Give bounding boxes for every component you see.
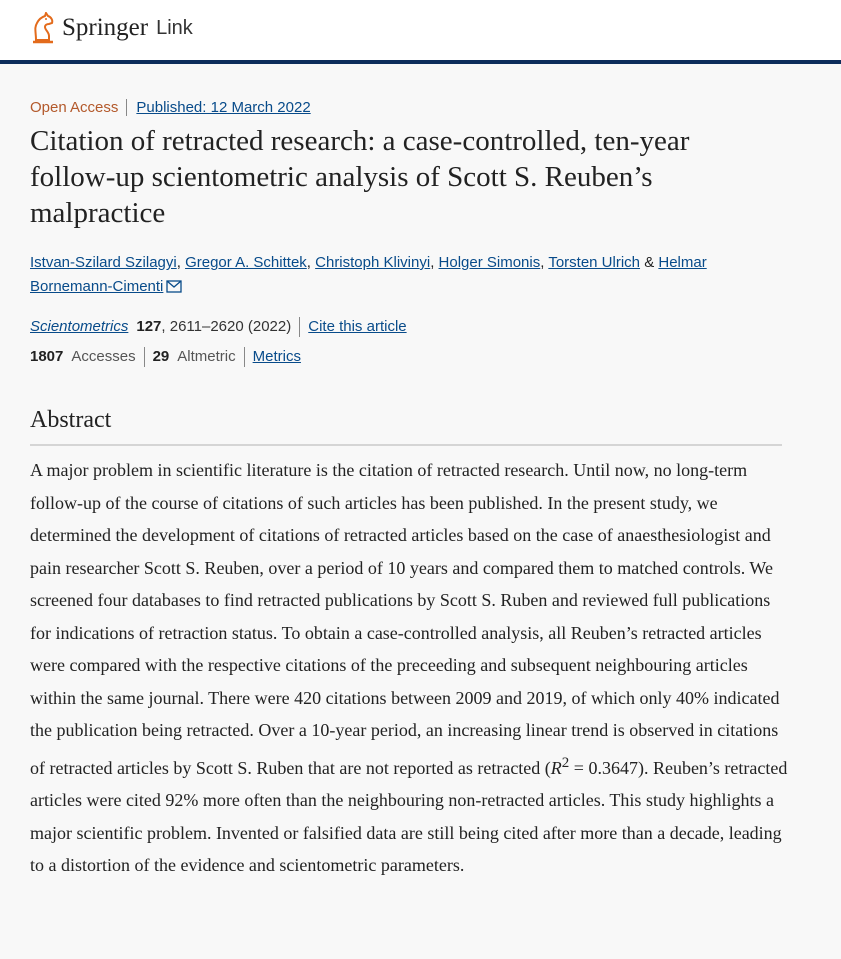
accesses-count: 1807 (30, 348, 64, 365)
abstract-body (30, 454, 790, 882)
author-separator: , (176, 254, 186, 271)
author-separator: , (540, 254, 549, 271)
logo-brand-primary: Springer (62, 14, 149, 41)
article-main (0, 97, 788, 882)
altmetric-label: Altmetric (177, 348, 236, 365)
cite-this-article-link[interactable]: Cite this article (308, 318, 407, 335)
springer-link-logo[interactable] (30, 12, 193, 44)
metrics-link[interactable]: Metrics (252, 348, 301, 365)
journal-pages-year: , 2611–2620 (2022) (161, 318, 292, 335)
altmetric-count: 29 (152, 348, 170, 365)
abstract-heading: Abstract (30, 407, 782, 446)
author-link[interactable]: Christoph Klivinyi (315, 254, 431, 271)
open-access-badge: Open Access (30, 99, 127, 116)
divider (299, 317, 300, 337)
article-metrics (30, 347, 754, 367)
article-meta-top (30, 97, 754, 117)
author-link[interactable]: Helmar Bornemann-Cimenti (30, 254, 707, 295)
logo-brand-secondary: Link (156, 16, 193, 39)
author-link[interactable]: Torsten Ulrich (548, 254, 641, 271)
r-squared-symbol: R (550, 757, 562, 778)
accesses-label: Accesses (71, 348, 136, 365)
abstract-text-part: A major problem in scientific literature is the citation of retracted research. Until now, no long-term follow-up of the course of citations of such articles has been published. In the present study, we determined the development of citations of retracted articles based on the case of anaesthesiologist and pain researcher Scott S. Reuben, over a period of 10 years and compared them to matched controls. We screened four databases to find retracted publications by Scott S. Ruben and reviewed full publications for indications of retraction status. To obtain a case-controlled analysis, all Reuben’s retracted articles were compared with the respective citations of the preceeding and subsequent neighbouring articles within the same journal. There were 420 citations between 2009 and 2019, of which only 40% indicated the publication being retracted. Over a 10-year period, an increasing linear trend is observed in citations of retracted articles by Scott S. Ruben that are not reported as retracted ( (30, 460, 780, 778)
email-icon[interactable] (166, 277, 182, 301)
divider (244, 347, 245, 367)
author-separator: , (430, 254, 439, 271)
journal-link[interactable]: Scientometrics (30, 318, 129, 335)
author-conjunction: & (640, 254, 659, 271)
springer-horse-icon (30, 12, 56, 44)
author-link[interactable]: Holger Simonis (438, 254, 541, 271)
r-squared-exponent: 2 (561, 754, 570, 771)
journal-info (30, 317, 754, 337)
published-date-link[interactable]: Published: 12 March 2022 (136, 98, 311, 116)
site-header (0, 0, 841, 64)
author-link[interactable]: Istvan-Szilard Szilagyi (30, 254, 177, 271)
author-link[interactable]: Gregor A. Schittek (185, 254, 307, 271)
divider (144, 347, 145, 367)
journal-volume: 127 (136, 318, 162, 335)
article-title: Citation of retracted research: a case-controlled, ten-year follow-up scientometric analysis of Scott S. Reuben’s malpractice (30, 125, 690, 229)
abstract-text-part: = 0.3647). Reuben’s retracted articles were cited 92% more often than the neighbouring non-retracted articles. This study highlights a major scientific problem. Invented or falsified data are still being cited after more than a decade, leading to a distortion of the evidence and scientometric parameters. (30, 757, 788, 875)
author-list (30, 251, 770, 301)
author-separator: , (306, 254, 316, 271)
